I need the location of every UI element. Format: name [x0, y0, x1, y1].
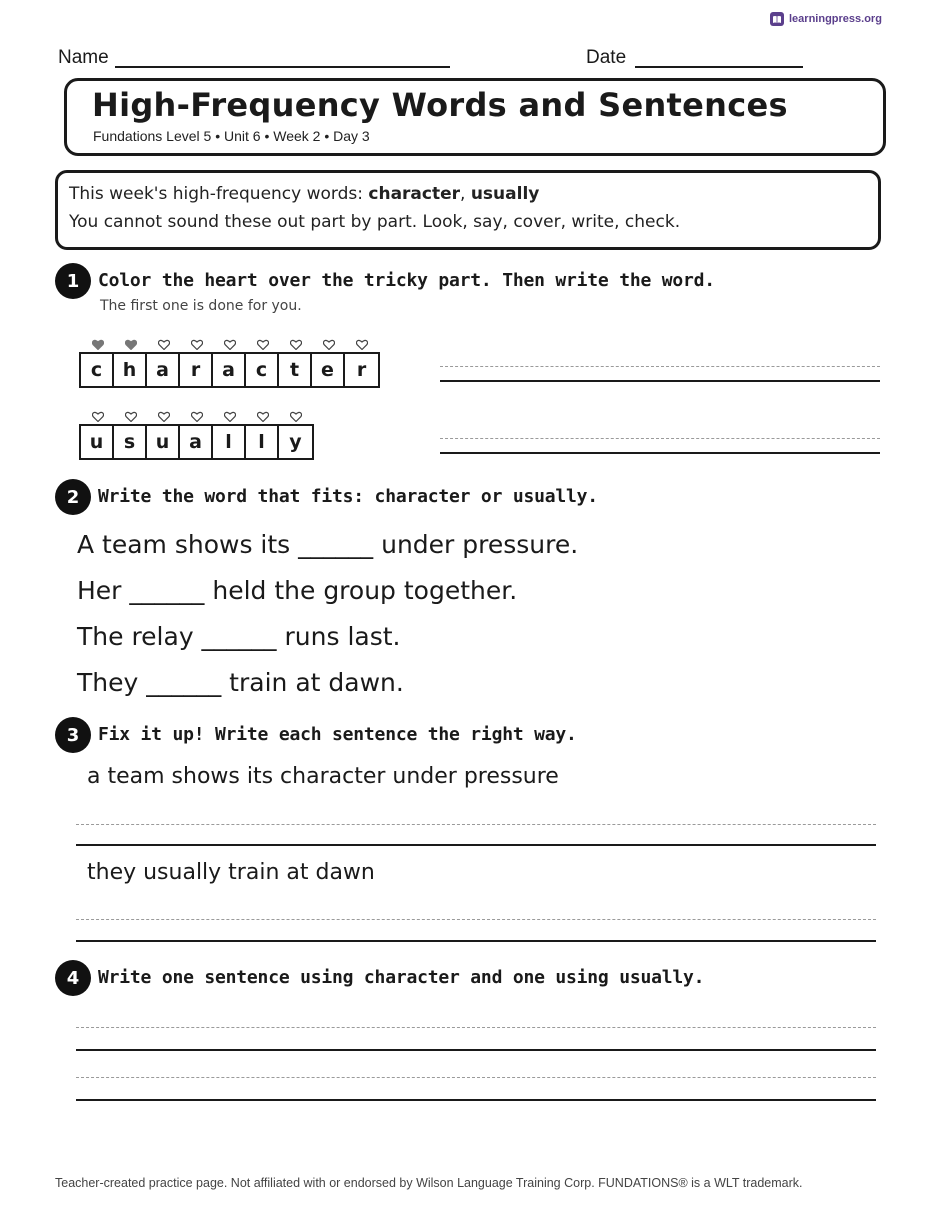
footer-disclaimer: Teacher-created practice page. Not affiliated with or endorsed by Wilson Language Training Corp. FUNDATIONS® is a WLT trademark.: [55, 1176, 803, 1190]
brand-name: learningpress.org: [789, 13, 882, 25]
heart-row: [81, 337, 380, 351]
section-4-number: 4: [55, 960, 91, 996]
heart-row: [81, 409, 314, 423]
fix-2-guide-line: [76, 919, 876, 920]
word-1-guide-line: [440, 366, 880, 367]
section-3-title: Fix it up! Write each sentence the right way.: [98, 724, 577, 745]
section-1-note: The first one is done for you.: [100, 298, 302, 314]
section-3-number: 3: [55, 717, 91, 753]
heart-icon[interactable]: [345, 337, 378, 351]
letter-boxes: [79, 424, 314, 460]
fix-1-guide-line: [76, 824, 876, 825]
fill-sentence-1: A team shows its ______ under pressure.: [77, 530, 579, 559]
fix-1-writing-line[interactable]: [76, 844, 876, 846]
heart-icon[interactable]: [279, 337, 312, 351]
heart-icon[interactable]: [246, 409, 279, 423]
write-1-guide-line: [76, 1027, 876, 1028]
word-2-group: [79, 409, 314, 460]
heart-icon[interactable]: [114, 337, 147, 351]
letter-box: a: [180, 426, 213, 458]
letter-box: s: [114, 426, 147, 458]
section-1-number: 1: [55, 263, 91, 299]
info-words-line: [69, 184, 539, 204]
section-2-number: 2: [55, 479, 91, 515]
date-label: Date: [586, 47, 627, 68]
fix-2-writing-line[interactable]: [76, 940, 876, 942]
word-1-writing-line[interactable]: [440, 380, 880, 382]
info-word-usually: usually: [470, 184, 540, 204]
book-icon: [770, 12, 784, 26]
name-field[interactable]: [115, 66, 450, 68]
fill-sentence-4: They ______ train at dawn.: [77, 668, 404, 697]
info-word-character: character: [368, 184, 461, 204]
write-1-writing-line[interactable]: [76, 1049, 876, 1051]
letter-boxes: [79, 352, 380, 388]
info-instructions: You cannot sound these out part by part. Look, say, cover, write, check.: [69, 212, 681, 232]
word-2-writing-line[interactable]: [440, 452, 880, 454]
heart-icon[interactable]: [213, 409, 246, 423]
letter-box: h: [114, 354, 147, 386]
heart-icon[interactable]: [81, 409, 114, 423]
letter-box: l: [246, 426, 279, 458]
letter-box: t: [279, 354, 312, 386]
info-box: [55, 170, 881, 250]
letter-box: a: [213, 354, 246, 386]
fill-sentence-3: The relay ______ runs last.: [77, 622, 401, 651]
heart-icon[interactable]: [81, 337, 114, 351]
section-2-title: Write the word that fits: character or usually.: [98, 486, 598, 507]
heart-icon[interactable]: [180, 409, 213, 423]
write-2-guide-line: [76, 1077, 876, 1078]
letter-box: r: [180, 354, 213, 386]
letter-box: u: [147, 426, 180, 458]
word-1-group: [79, 337, 380, 388]
name-label: Name: [58, 47, 109, 68]
info-prefix: This week's high-frequency words:: [69, 184, 369, 204]
info-separator: ,: [460, 184, 471, 204]
section-1-title: Color the heart over the tricky part. Then write the word.: [98, 270, 715, 291]
heart-icon[interactable]: [312, 337, 345, 351]
heart-icon[interactable]: [147, 337, 180, 351]
section-4-title: Write one sentence using character and one using usually.: [98, 967, 705, 988]
page-title: High-Frequency Words and Sentences: [92, 86, 788, 124]
letter-box: c: [81, 354, 114, 386]
heart-icon[interactable]: [147, 409, 180, 423]
heart-icon[interactable]: [114, 409, 147, 423]
letter-box: e: [312, 354, 345, 386]
heart-icon[interactable]: [213, 337, 246, 351]
letter-box: r: [356, 359, 367, 381]
heart-icon[interactable]: [180, 337, 213, 351]
heart-icon[interactable]: [246, 337, 279, 351]
fix-sentence-1: a team shows its character under pressure: [87, 764, 559, 789]
letter-box: u: [81, 426, 114, 458]
brand-logo: [770, 12, 882, 26]
letter-box: a: [147, 354, 180, 386]
fill-sentence-2: Her ______ held the group together.: [77, 576, 518, 605]
page-subtitle: Fundations Level 5 • Unit 6 • Week 2 • Day 3: [93, 128, 370, 144]
letter-box: y: [289, 431, 302, 453]
letter-box: c: [246, 354, 279, 386]
fix-sentence-2: they usually train at dawn: [87, 860, 375, 885]
date-field[interactable]: [635, 66, 803, 68]
heart-icon[interactable]: [279, 409, 312, 423]
word-2-guide-line: [440, 438, 880, 439]
letter-box: l: [213, 426, 246, 458]
write-2-writing-line[interactable]: [76, 1099, 876, 1101]
